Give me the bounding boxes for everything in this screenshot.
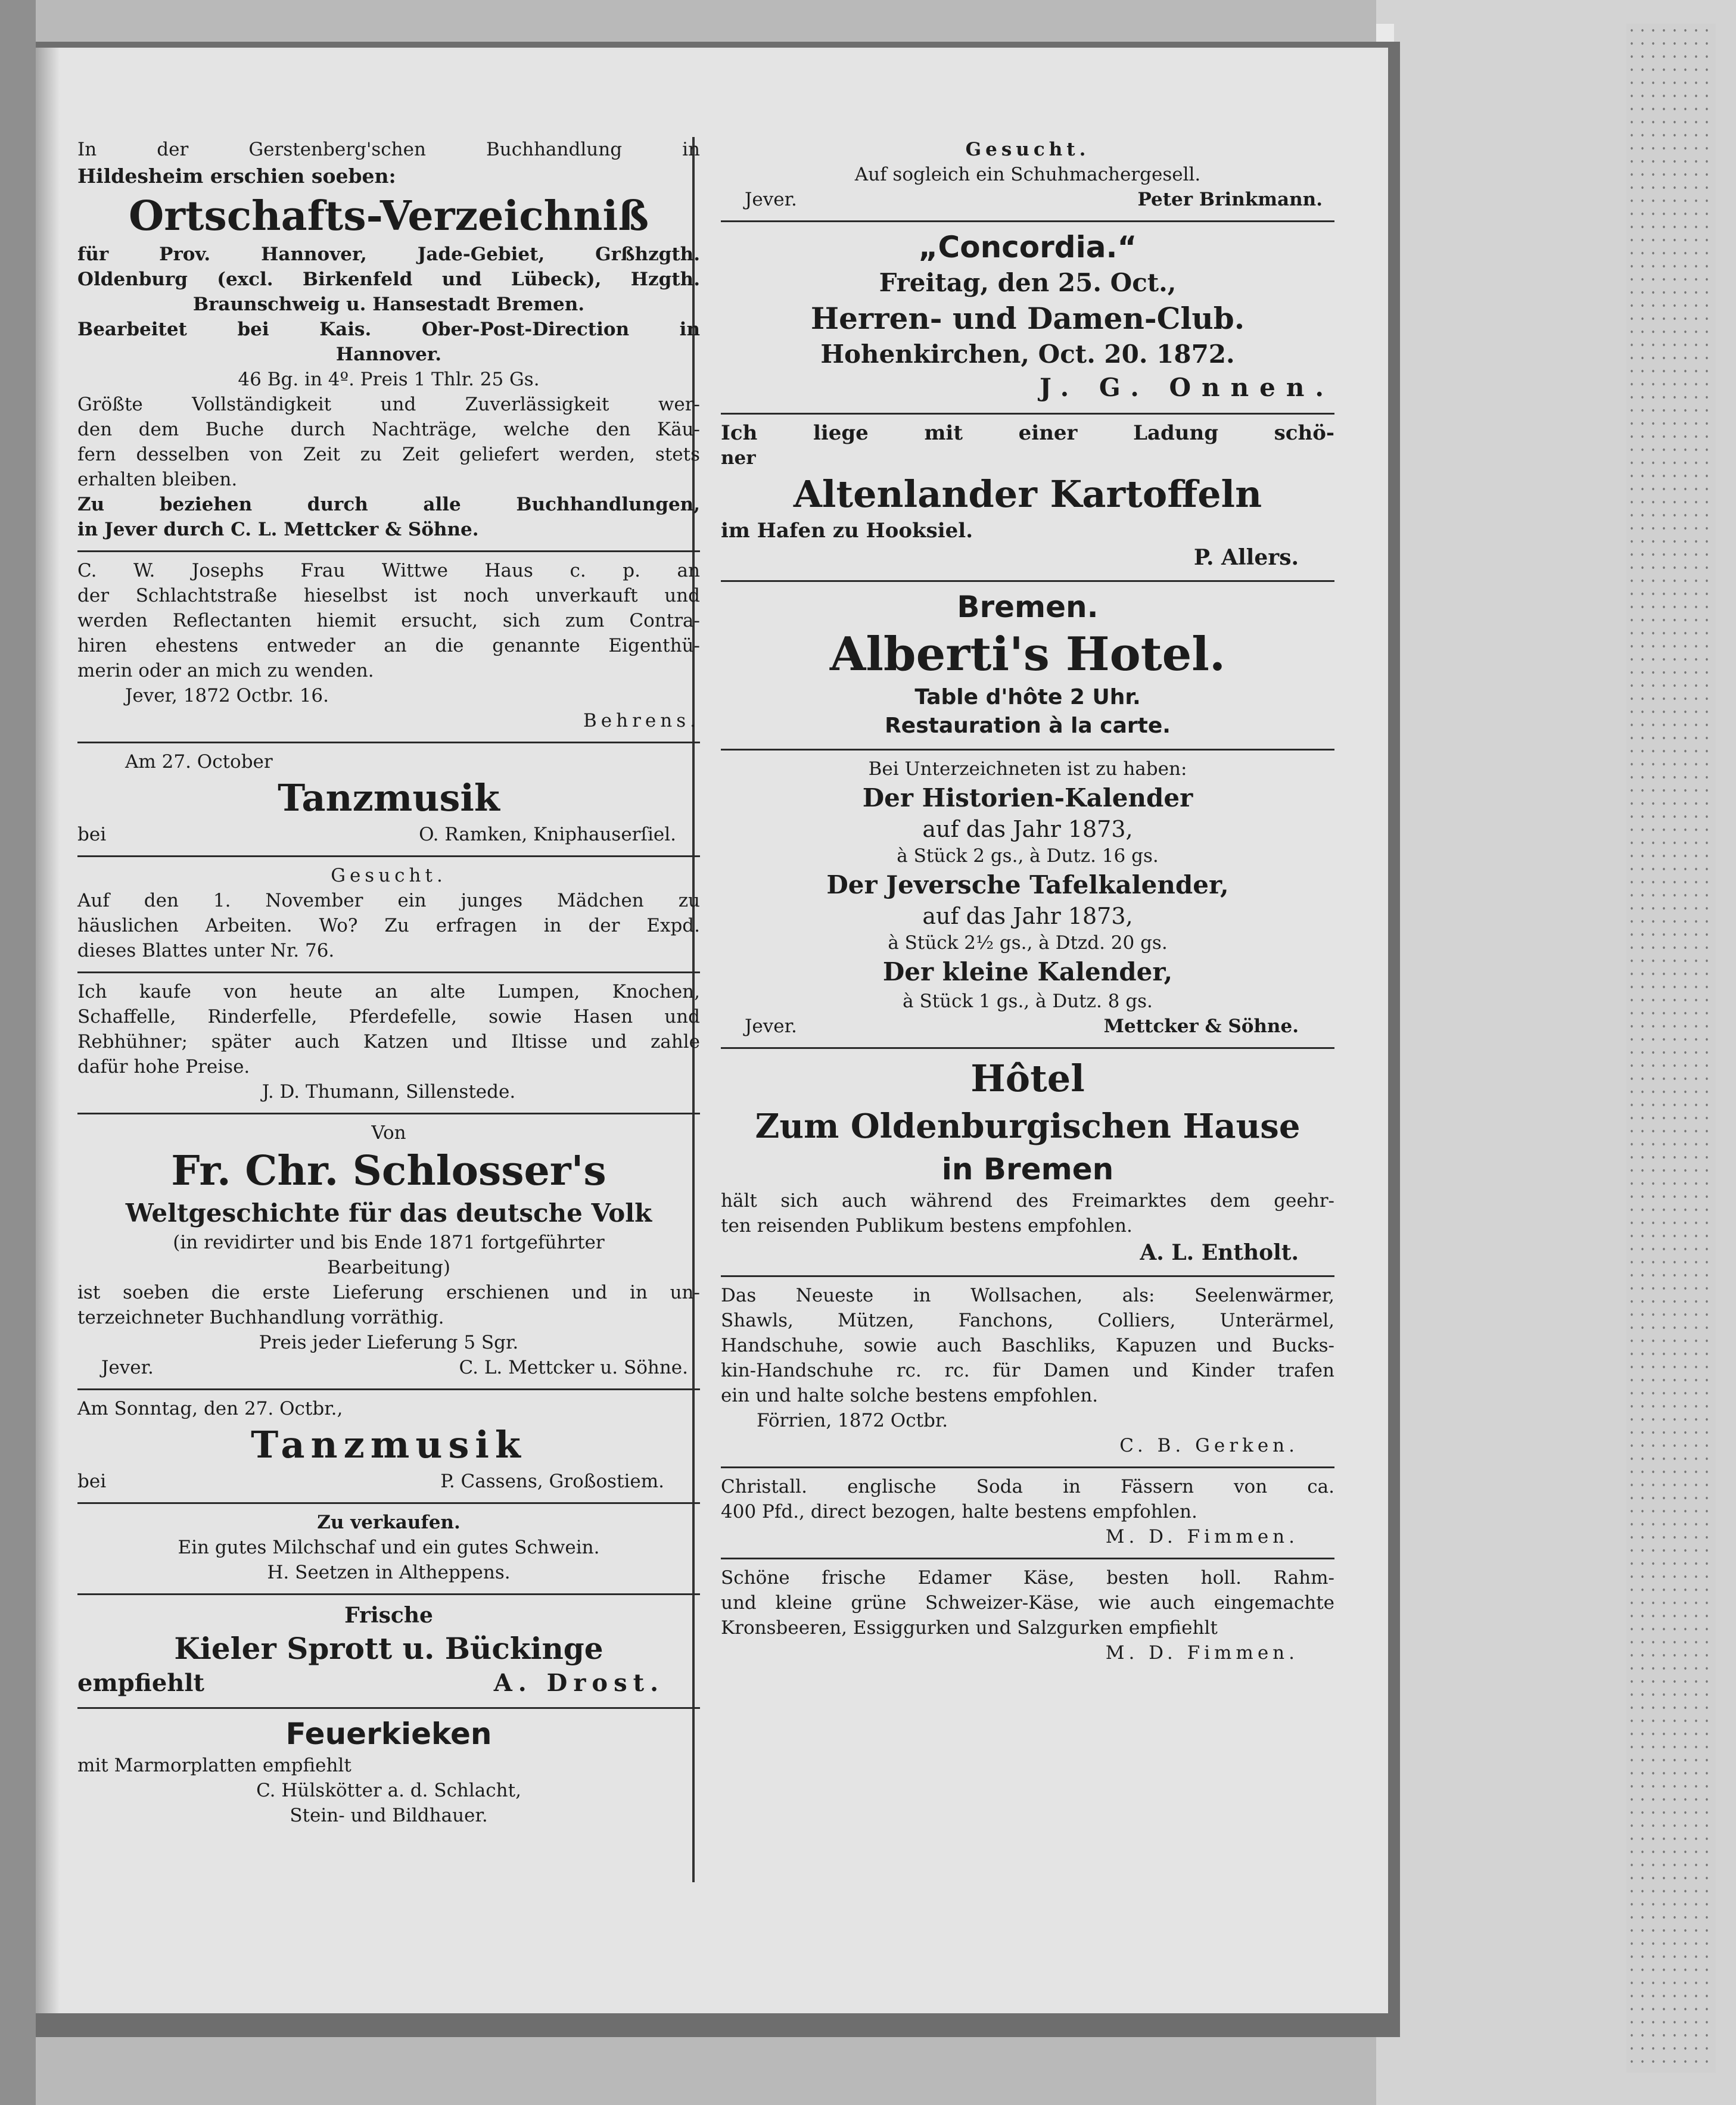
- right-column: [721, 131, 1334, 1674]
- ad-line: für Prov. Hannover, Jade-Gebiet, Grßhzgth.: [77, 244, 700, 265]
- ad-concordia: [721, 222, 1334, 415]
- ad-line: In der Gerstenberg'schen Buchhandlung in: [77, 139, 700, 160]
- ad-signature-row: [77, 1469, 700, 1494]
- ad-line: dafür hohe Preise.: [77, 1056, 250, 1078]
- ad-line: Rebhühner; später auch Katzen und Iltisse und zahle: [77, 1031, 700, 1052]
- ad-line: C. W. Josephs Frau Wittwe Haus c. p. an: [77, 560, 700, 581]
- ad-kalender: [721, 751, 1334, 1049]
- ad-line: auf das Jahr 1873,: [922, 816, 1133, 842]
- ad-soda: [721, 1468, 1334, 1559]
- ad-signature: P. Allers.: [1193, 545, 1299, 570]
- ad-line: ner: [721, 447, 756, 469]
- ad-kaese: [721, 1559, 1334, 1674]
- ad-line: in Jever durch C. L. Mettcker & Söhne.: [77, 519, 479, 540]
- scan-background-left: [0, 0, 36, 2105]
- ad-line: der Schlachtstraße hieselbst ist noch unverkauft und: [77, 585, 700, 606]
- ad-title: Zum Oldenburgischen Hause: [755, 1107, 1301, 1146]
- ad-kieler-sprott: [77, 1595, 700, 1709]
- ad-line: ein und halte solche bestens empfohlen.: [721, 1385, 1099, 1406]
- ad-line: à Stück 1 gs., à Dutz. 8 gs.: [903, 991, 1153, 1012]
- ad-title: Der Jeversche Tafelkalender,: [826, 870, 1229, 899]
- ad-place: Jever.: [745, 1016, 797, 1037]
- ad-heading: Zu verkaufen.: [317, 1512, 461, 1533]
- ad-title: Hôtel: [970, 1057, 1085, 1100]
- ad-line: empfiehlt: [77, 1669, 205, 1697]
- ad-line: dieses Blattes unter Nr. 76.: [77, 940, 335, 961]
- ad-signature: A. L. Entholt.: [1140, 1240, 1299, 1265]
- ad-heading: Gesucht.: [331, 865, 447, 886]
- ad-line: Bei Unterzeichneten ist zu haben:: [868, 758, 1187, 780]
- ad-line: à Stück 2 gs., à Dutz. 16 gs.: [897, 845, 1159, 867]
- ad-signature-row: [721, 187, 1334, 212]
- ad-line: Table d'hôte 2 Uhr.: [914, 685, 1141, 709]
- ad-line: auf das Jahr 1873,: [922, 903, 1133, 929]
- ad-bei: bei: [77, 824, 107, 845]
- ad-line: Handschuhe, sowie auch Baschliks, Kapuzen und Bucks-: [721, 1335, 1334, 1356]
- ad-line: den dem Buche durch Nachträge, welche den Käu-: [77, 419, 700, 440]
- ad-signature: Stein- und Bildhauer.: [290, 1805, 488, 1826]
- ad-heading: Frische: [344, 1603, 433, 1628]
- ad-signature: O. Ramken, Kniphauserſiel.: [419, 824, 676, 845]
- ad-signature-row: [77, 822, 700, 847]
- ad-tanzmusik-cassens: [77, 1390, 700, 1504]
- ad-line: Hannover.: [335, 344, 442, 365]
- ad-signature: C. L. Mettcker u. Söhne.: [459, 1357, 688, 1378]
- ad-title: „Concordia.“: [918, 230, 1137, 264]
- ad-line: C. Hülskötter a. d. Schlacht,: [256, 1780, 521, 1801]
- ad-signature-row: [77, 1355, 700, 1380]
- ad-line: ist soeben die erste Lieferung erschienen und in un-: [77, 1282, 700, 1303]
- ad-line: mit Marmorplatten empfiehlt: [77, 1755, 351, 1776]
- ad-line: merin oder an mich zu wenden.: [77, 660, 374, 681]
- page-fold-shadow: [36, 48, 60, 2013]
- ad-line: ten reisenden Publikum bestens empfohlen.: [721, 1215, 1133, 1237]
- ad-city: Bremen.: [957, 590, 1099, 624]
- newspaper-page: [36, 48, 1388, 2013]
- ad-signature: P. Cassens, Großostiem.: [440, 1471, 664, 1492]
- ad-line: (in revidirter und bis Ende 1871 fortgeführter: [173, 1232, 605, 1253]
- ad-signature: J. G. Onnen.: [1039, 373, 1334, 402]
- ad-house-sale: [77, 552, 700, 743]
- ad-line: Preis jeder Lieferung 5 Sgr.: [259, 1332, 519, 1353]
- ad-line: 46 Bg. in 4º. Preis 1 Thlr. 25 Gs.: [238, 369, 540, 390]
- ad-signature: C. B. Gerken.: [1119, 1435, 1299, 1456]
- ad-title: Alberti's Hotel.: [829, 627, 1226, 681]
- left-column: [77, 131, 700, 1836]
- ad-line: Hildesheim erschien soeben:: [77, 164, 396, 188]
- ad-title: Fr. Chr. Schlosser's: [171, 1147, 606, 1195]
- ad-date: Förrien, 1872 Octbr.: [757, 1410, 948, 1431]
- ad-place: Jever.: [745, 189, 797, 210]
- ad-line: Oldenburg (excl. Birkenfeld und Lübeck), Hzgth.: [77, 269, 700, 290]
- ad-title: Der Historien-Kalender: [862, 783, 1193, 812]
- ad-lumpen: [77, 973, 700, 1114]
- ad-line: häuslichen Arbeiten. Wo? Zu erfragen in der Expd.: [77, 915, 700, 936]
- ad-line: Am 27. October: [125, 751, 273, 773]
- ad-title: Der kleine Kalender,: [882, 957, 1173, 986]
- ad-feuerkieken: [77, 1709, 700, 1836]
- ad-line: Ich kaufe von heute an alte Lumpen, Knochen,: [77, 981, 700, 1002]
- ad-line: Shawls, Mützen, Fanchons, Colliers, Unterärmel,: [721, 1310, 1334, 1331]
- ad-tanzmusik-ramken: [77, 743, 700, 857]
- ad-line: Größte Vollständigkeit und Zuverlässigkeit wer-: [77, 394, 700, 415]
- ad-line: Zu beziehen durch alle Buchhandlungen,: [77, 494, 700, 515]
- ad-line: fern desselben von Zeit zu Zeit geliefert werden, stets: [77, 444, 700, 465]
- ad-title: Feuerkieken: [285, 1717, 492, 1751]
- ad-line: Auf sogleich ein Schuhmachergesell.: [854, 164, 1201, 185]
- ad-signature: Peter Brinkmann.: [1137, 189, 1323, 210]
- ad-signature: Behrens.: [583, 710, 700, 731]
- ad-line: Das Neueste in Wollsachen, als: Seelenwärmer,: [721, 1285, 1334, 1306]
- ad-title: Ortschafts-Verzeichniß: [129, 192, 649, 240]
- ad-heading: Gesucht.: [965, 139, 1090, 160]
- ad-line: erhalten bleiben.: [77, 469, 238, 490]
- ad-place: Jever.: [101, 1357, 154, 1378]
- ad-line: à Stück 2½ gs., à Dtzd. 20 gs.: [888, 932, 1168, 954]
- ad-subtitle: Weltgeschichte für das deutsche Volk: [125, 1198, 652, 1228]
- ad-line: Bearbeitung): [327, 1257, 450, 1278]
- ad-title: Tanzmusik: [251, 1423, 527, 1466]
- ad-kartoffeln: [721, 415, 1334, 582]
- ad-line: kin-Handschuhe rc. rc. für Damen und Kinder trafen: [721, 1360, 1334, 1381]
- ad-line: Hohenkirchen, Oct. 20. 1872.: [820, 340, 1235, 369]
- ad-line: Schaffelle, Rinderfelle, Pferdefelle, sowie Hasen und: [77, 1006, 700, 1027]
- ad-line: Von: [371, 1122, 406, 1144]
- ad-date: Jever, 1872 Octbr. 16.: [125, 685, 329, 706]
- ad-signature-row: [77, 1668, 700, 1699]
- ad-line: Kronsbeeren, Essiggurken und Salzgurken empfiehlt: [721, 1617, 1218, 1639]
- ad-signature: H. Seetzen in Altheppens.: [267, 1562, 511, 1583]
- ad-line: Bearbeitet bei Kais. Ober-Post-Direction in: [77, 319, 700, 340]
- ad-line: Restauration à la carte.: [885, 714, 1171, 738]
- ad-line: werden Reflectanten hiemit ersucht, sich zum Contra-: [77, 610, 700, 631]
- ad-line: Freitag, den 25. Oct.,: [879, 268, 1177, 297]
- ad-signature: M. D. Fimmen.: [1105, 1642, 1299, 1664]
- back-page: [1376, 0, 1736, 2105]
- ad-gesucht-maedchen: [77, 857, 700, 973]
- ad-signature: A. Drost.: [493, 1669, 664, 1697]
- ad-line: Schöne frische Edamer Käse, besten holl. Rahm-: [721, 1567, 1334, 1589]
- ad-line: hiren ehestens entweder an die genannte Eigenthü-: [77, 635, 700, 656]
- ad-gesucht-schuhmacher: [721, 131, 1334, 222]
- ad-albertis-hotel: [721, 582, 1334, 751]
- ad-schlosser: [77, 1114, 700, 1390]
- ad-line: Ich liege mit einer Ladung schö-: [721, 421, 1334, 445]
- ad-line: Braunschweig u. Hansestadt Bremen.: [192, 294, 585, 315]
- ad-zu-verkaufen: [77, 1504, 700, 1595]
- ad-title: Kieler Sprott u. Bückinge: [174, 1631, 603, 1666]
- ad-title: Tanzmusik: [278, 776, 500, 820]
- ad-line: 400 Pfd., direct bezogen, halte bestens empfohlen.: [721, 1501, 1197, 1522]
- ad-line: hält sich auch während des Freimarktes dem geehr-: [721, 1190, 1334, 1212]
- ad-signature-row: [721, 1014, 1334, 1039]
- ad-line: terzeichneter Buchhandlung vorräthig.: [77, 1307, 444, 1328]
- ad-line: Ein gutes Milchschaf und ein gutes Schwein.: [178, 1537, 600, 1558]
- ad-title: in Bremen: [941, 1152, 1114, 1187]
- ad-wollsachen: [721, 1277, 1334, 1468]
- ad-signature: M. D. Fimmen.: [1105, 1526, 1299, 1547]
- ad-bei: bei: [77, 1471, 107, 1492]
- ad-signature: J. D. Thumann, Sillenstede.: [262, 1081, 516, 1103]
- ad-line: im Hafen zu Hooksiel.: [721, 519, 973, 543]
- ad-line: Auf den 1. November ein junges Mädchen zu: [77, 890, 700, 911]
- ad-line: und kleine grüne Schweizer-Käse, wie auch eingemachte: [721, 1592, 1334, 1614]
- ad-oldenburgisches-haus: [721, 1049, 1334, 1277]
- ad-line: Christall. englische Soda in Fässern von ca.: [721, 1476, 1334, 1497]
- ad-ortschafts-verzeichniss: [77, 131, 700, 552]
- ad-line: Am Sonntag, den 27. Octbr.,: [77, 1398, 343, 1419]
- ad-signature: Mettcker & Söhne.: [1103, 1016, 1299, 1037]
- speckled-cover: [1626, 24, 1716, 2073]
- ad-title: Altenlander Kartoffeln: [793, 472, 1262, 516]
- ad-line: Herren- und Damen-Club.: [810, 301, 1245, 336]
